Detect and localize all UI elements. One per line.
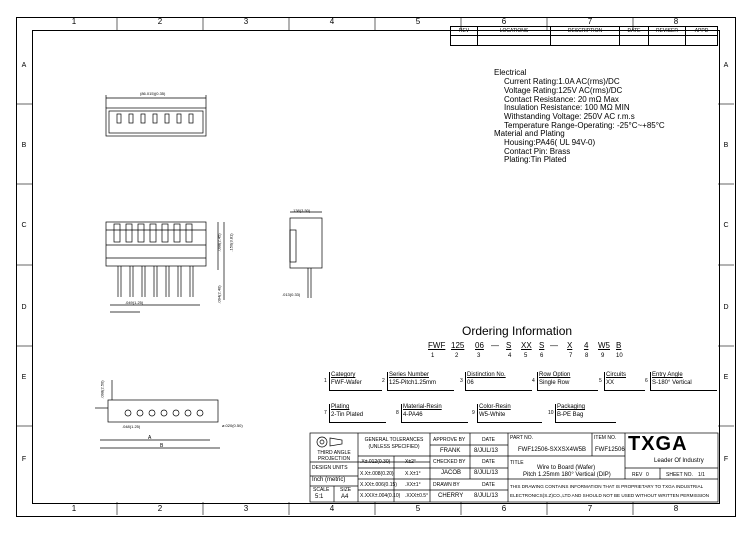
option-value: W5-White [479,412,506,418]
option-number: 8 [396,410,399,416]
drawn-name: CHERRY [438,493,464,499]
spec-withstanding: Withstanding Voltage: 250V AC r.m.s [504,112,635,121]
col-label-bottom-7: 7 [587,504,593,513]
code-part-8: 4 [584,341,589,350]
rev-header-reviser: REVISER [648,26,686,36]
code-part-2: 125 [451,341,465,350]
option-title: Category [331,372,356,378]
option-number: 5 [599,378,602,384]
option-title: Series Number [389,372,430,378]
option-number: 7 [324,410,327,416]
sheet-value: 1/1 [698,472,705,478]
option-title: Packaging [557,404,586,410]
projection-label: THIRD ANGLE PROJECTION [317,450,351,462]
checked-name: JACOB [441,470,462,476]
row-label-c-right: C [723,222,729,229]
col-label-bottom-1: 1 [71,504,77,513]
dim-hole: ø.020(0.50) [222,423,243,428]
option-number: 3 [460,378,463,384]
title-line-1: Wire to Board (Wafer) [537,465,596,471]
col-label-1: 1 [71,17,77,26]
option-number: 9 [472,410,475,416]
dim-pitch-total: .049(1.25) [125,300,144,305]
code-index-6: 6 [540,353,544,359]
row-label-f-right: F [723,456,729,463]
size-value: A4 [341,494,349,500]
item-no-value: FWF12506 [595,447,625,453]
proprietary-notice: THIS DRAWING CONTAINS INFORMATION THAT IS PROPRIETARY TO TXGA INDUSTRIAL ELECTRONICS(S.Z)CO.,LTD AND SHOULD NOT BE USED WITHOUT WRITTEN PERMISSION [510,484,710,498]
drawn-label: DRAWN BY [433,482,460,488]
option-number: 10 [548,410,554,416]
option-number: 1 [324,378,327,384]
rev-header-date: DATE [619,26,649,36]
angle-1: X±2° [405,459,416,465]
title-label: TITLE [510,460,524,466]
col-label-5: 5 [415,17,421,26]
code-part-4: S [506,341,512,350]
rev-header-description: DESCRIPTION [550,26,620,36]
option-title: Plating [331,404,350,410]
dim-label-b: B [160,443,164,449]
dim-bottom-a: .048(1.25) [122,424,141,429]
col-label-bottom-3: 3 [243,504,249,513]
part-no-value: FWF12506-SXXSX4W5B [518,447,587,453]
option-title: Row Option [539,372,571,378]
option-value: Single Row [539,380,570,386]
dim-side-width: .138(3.50) [292,208,311,213]
dim-top-width: (86.015)(0.35) [140,91,166,96]
option-title: Circuits [606,372,627,378]
date-label-1: DATE [482,437,495,443]
row-label-c: C [21,222,27,229]
code-part-10: B [616,341,622,350]
dim-side-pin: .013(0.33) [282,292,301,297]
scale-value: 5:1 [315,494,324,500]
rev-header-appd: APPD [685,26,718,36]
scale-label: SCALE [313,487,330,493]
option-value: 4-PA46 [403,412,423,418]
rev-value: 0 [646,472,649,478]
electrical-title: Electrical [494,68,527,77]
row-label-e: E [21,374,27,381]
dim-label-a: A [148,435,152,441]
option-title: Color-Resin [479,404,511,410]
spec-contact-resistance: Contact Resistance: 20 mΩ Max [504,95,619,104]
col-label-bottom-2: 2 [157,504,163,513]
code-part-7: X [567,341,573,350]
angle-4: .XXX±0.5° [405,493,429,499]
projection-symbol-icon [317,437,342,447]
code-part-1: FWF [428,341,446,350]
checked-label: CHECKED BY [433,459,466,465]
code-index-2: 2 [455,353,459,359]
option-value: B-PE Bag [557,412,584,418]
spec-temperature: Temperature Range-Operating: -25°C~+85°C [504,121,665,130]
rev-header-rev: REV [450,26,478,36]
spec-insulation: Insulation Resistance: 100 MΩ MIN [504,103,630,112]
size-label: SIZE [340,487,352,493]
tolerance-title: GENERAL TOLERANCES (UNLESS SPECIFIED) [364,437,424,450]
spec-voltage: Voltage Rating:125V AC(rms)/DC [504,86,623,95]
date-label-2: DATE [482,459,495,465]
option-title: Entry Angle [652,372,683,378]
code-index-9: 9 [601,353,605,359]
dim-front-height: .094(2.40) [216,285,222,304]
item-no-label: ITEM NO. [594,435,617,441]
code-index-7: 7 [569,353,573,359]
row-label-d-right: D [723,304,729,311]
code-index-8: 8 [585,353,589,359]
row-label-a-right: A [723,62,729,69]
code-index-5: 5 [524,353,528,359]
title-line-2: Pitch 1.25mm 180° Vertical (DIP) [523,472,611,478]
tolerance-3: X.XX±.006(0.15) [360,482,397,488]
code-index-3: 3 [477,353,481,359]
tolerance-1: .X±.012(0.30) [360,459,391,465]
col-label-bottom-5: 5 [415,504,421,513]
option-value: XX [606,380,615,386]
company-logo: TXGA [628,433,688,455]
code-dash-2: — [550,341,558,350]
date-value-2: 8/JUL/13 [474,470,499,476]
tolerance-4: X.XXX±.004(0.10) [360,493,401,499]
option-number: 6 [645,378,648,384]
row-label-b-right: B [723,142,729,149]
approve-name: FRANK [440,448,461,454]
option-value: S-180° Vertical [652,380,692,386]
option-value: 2-Tin Plated [331,412,364,418]
row-label-f: F [21,456,27,463]
date-label-3: DATE [482,482,495,488]
rev-label: REV [632,472,643,478]
spec-contact-pin: Contact Pin: Brass [504,147,571,156]
row-label-a: A [21,62,27,69]
col-label-7: 7 [587,17,593,26]
code-part-3: 06 [475,341,484,350]
row-label-e-right: E [723,374,729,381]
angle-3: .XX±1° [405,482,421,488]
code-index-4: 4 [508,353,512,359]
code-part-5: XX [521,341,532,350]
material-title: Material and Plating [494,129,565,138]
angle-2: X.X±1° [405,471,421,477]
row-label-d: D [21,304,27,311]
dim-pin-height: .098(2.45) [216,233,222,252]
col-label-6: 6 [501,17,507,26]
col-label-4: 4 [329,17,335,26]
design-units-value: Inch (metric) [312,477,346,483]
option-value: 125-Pitch1.25mm [389,380,437,386]
option-value: FWF-Wafer [331,380,362,386]
code-index-1: 1 [431,353,435,359]
col-label-8: 8 [673,17,679,26]
code-dash-1: — [491,341,499,350]
rev-header-locations: LOCATIONS [477,26,551,36]
option-number: 4 [532,378,535,384]
col-label-bottom-6: 6 [501,504,507,513]
sheet-label: SHEET NO. [666,472,693,478]
col-label-2: 2 [157,17,163,26]
option-number: 2 [382,378,385,384]
spec-current: Current Rating:1.0A AC(rms)/DC [504,77,620,86]
approve-label: APPROVE BY [433,437,466,443]
option-title: Material-Resin [403,404,442,410]
ordering-title: Ordering Information [462,324,573,338]
tolerance-2: X.X±.008(0.20) [360,471,394,477]
spec-plating: Plating:Tin Plated [504,155,567,164]
dim-bottom-w: .098(2.50) [99,380,105,399]
company-slogan: Leader Of Industry [654,458,704,464]
design-units-label: DESIGN UNITS [312,465,348,471]
part-no-label: PART NO. [510,435,534,441]
option-value: 06 [467,380,474,386]
col-label-bottom-8: 8 [673,504,679,513]
code-part-9: W5 [598,341,610,350]
col-label-bottom-4: 4 [329,504,335,513]
col-label-3: 3 [243,17,249,26]
date-value-1: 8/JUL/13 [474,448,499,454]
code-part-6: S [539,341,545,350]
date-value-3: 8/JUL/13 [474,493,499,499]
option-title: Distinction No. [467,372,506,378]
dim-body-height: .150(3.81) [228,233,234,252]
spec-housing: Housing:PA46( UL 94V-0) [504,138,596,147]
code-index-10: 10 [616,353,623,359]
row-label-b: B [21,142,27,149]
